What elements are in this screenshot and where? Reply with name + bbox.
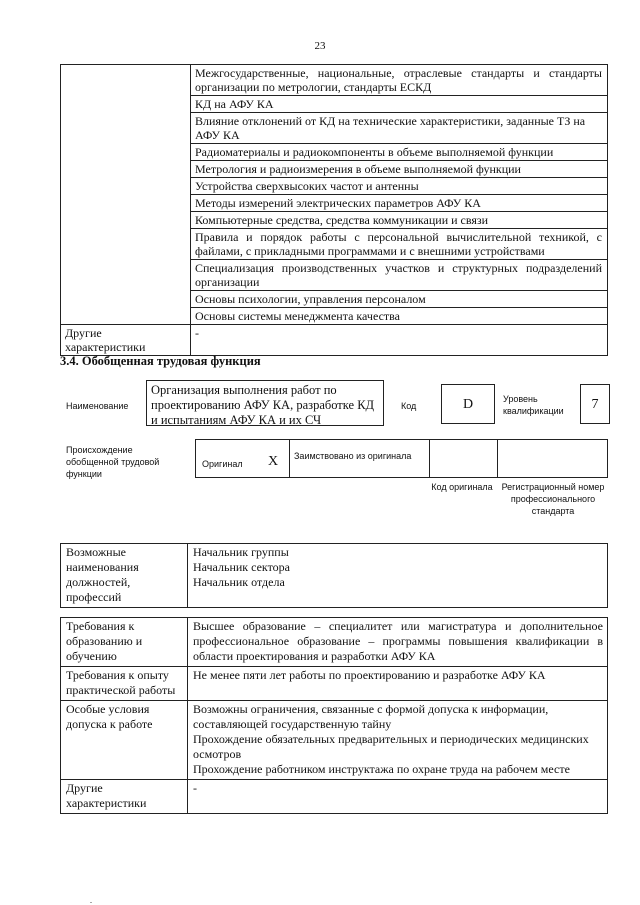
knowledge-item: Основы психологии, управления персоналом	[191, 291, 608, 308]
knowledge-item: Радиоматериалы и радиокомпоненты в объеме выполняемой функции	[191, 144, 608, 161]
level-label: Уровень квалификации	[503, 394, 564, 416]
knowledge-item: Устройства сверхвысоких частот и антенны	[191, 178, 608, 195]
original-mark: X	[268, 454, 279, 469]
condition-item: Прохождение работником инструктажа по охране труда на рабочем месте	[193, 762, 570, 776]
experience-requirements-value: Не менее пяти лет работы по проектированию и разработке АФУ КА	[188, 667, 608, 701]
education-requirements-value: Высшее образование – специалитет или магистратура и дополнительное профессиональное образование – программы повышения квалификации в области проектирования и разработки АФУ КА	[188, 618, 608, 667]
origin-table	[195, 439, 608, 478]
requirements-table	[60, 617, 608, 814]
experience-requirements-label: Требования к опыту практической работы	[61, 667, 188, 701]
table-row	[61, 701, 608, 780]
condition-item: Прохождение обязательных предварительных и периодических медицинских осмотров	[193, 732, 589, 761]
function-name-box: Организация выполнения работ по проектированию АФУ КА, разработке КД и испытаниям АФУ КА и их СЧ	[146, 380, 384, 426]
knowledge-item: Компьютерные средства, средства коммуникации и связи	[191, 212, 608, 229]
page-number: 23	[314, 40, 326, 52]
position-item: Начальник отдела	[193, 575, 285, 589]
other-characteristics-value: -	[191, 325, 608, 356]
positions-list	[188, 544, 608, 608]
table-row	[61, 667, 608, 701]
position-item: Начальник сектора	[193, 560, 290, 574]
code-box: D	[441, 384, 495, 424]
knowledge-item: Специализация производственных участков и структурных подразделений организации	[191, 260, 608, 291]
name-label: Наименование	[66, 401, 129, 411]
other-characteristics-label: Другие характеристики	[61, 325, 191, 356]
knowledge-item: Межгосударственные, национальные, отраслевые стандарты и стандарты организации по метрологии, стандарты ЕСКД	[191, 65, 608, 96]
origin-code-caption: Код оригинала	[431, 482, 493, 492]
knowledge-item: КД на АФУ КА	[191, 96, 608, 113]
registration-number-cell	[498, 440, 608, 478]
borrowed-label: Заимствовано из оригинала	[294, 451, 412, 461]
positions-table	[60, 543, 608, 608]
knowledge-item: Влияние отклонений от КД на технические характеристики, заданные ТЗ на АФУ КА	[191, 113, 608, 144]
knowledge-table	[60, 64, 608, 356]
table-row	[196, 440, 608, 478]
table-row	[61, 544, 608, 608]
empty-label-cell	[61, 65, 191, 325]
other-characteristics-value: -	[188, 780, 608, 814]
code-label: Код	[401, 401, 417, 411]
special-conditions-label: Особые условия допуска к работе	[61, 701, 188, 780]
borrowed-cell	[290, 440, 430, 478]
knowledge-item: Методы измерений электрических параметров АФУ КА	[191, 195, 608, 212]
original-label: Оригинал	[202, 459, 243, 469]
table-row	[61, 65, 608, 96]
original-cell	[196, 440, 290, 478]
footer-mark: .	[90, 896, 92, 905]
special-conditions-value	[188, 701, 608, 780]
position-item: Начальник группы	[193, 545, 289, 559]
origin-code-cell	[430, 440, 498, 478]
table-row	[61, 325, 608, 356]
origin-label: Происхождение обобщенной трудовой функции	[66, 445, 160, 479]
condition-item: Возможны ограничения, связанные с формой допуска к информации, составляющей государственную тайну	[193, 702, 549, 731]
table-row	[61, 780, 608, 814]
other-characteristics-label: Другие характеристики	[61, 780, 188, 814]
positions-label: Возможные наименования должностей, профессий	[61, 544, 188, 608]
education-requirements-label: Требования к образованию и обучению	[61, 618, 188, 667]
knowledge-item: Правила и порядок работы с персональной вычислительной техникой, с файлами, с прикладными программами и с внешними устройствами	[191, 229, 608, 260]
registration-number-caption: Регистрационный номер профессионального стандарта	[501, 482, 605, 516]
knowledge-item: Основы системы менеджмента качества	[191, 308, 608, 325]
level-box: 7	[580, 384, 610, 424]
table-row	[61, 618, 608, 667]
section-heading: 3.4. Обобщенная трудовая функция	[60, 354, 261, 368]
knowledge-item: Метрология и радиоизмерения в объеме выполняемой функции	[191, 161, 608, 178]
